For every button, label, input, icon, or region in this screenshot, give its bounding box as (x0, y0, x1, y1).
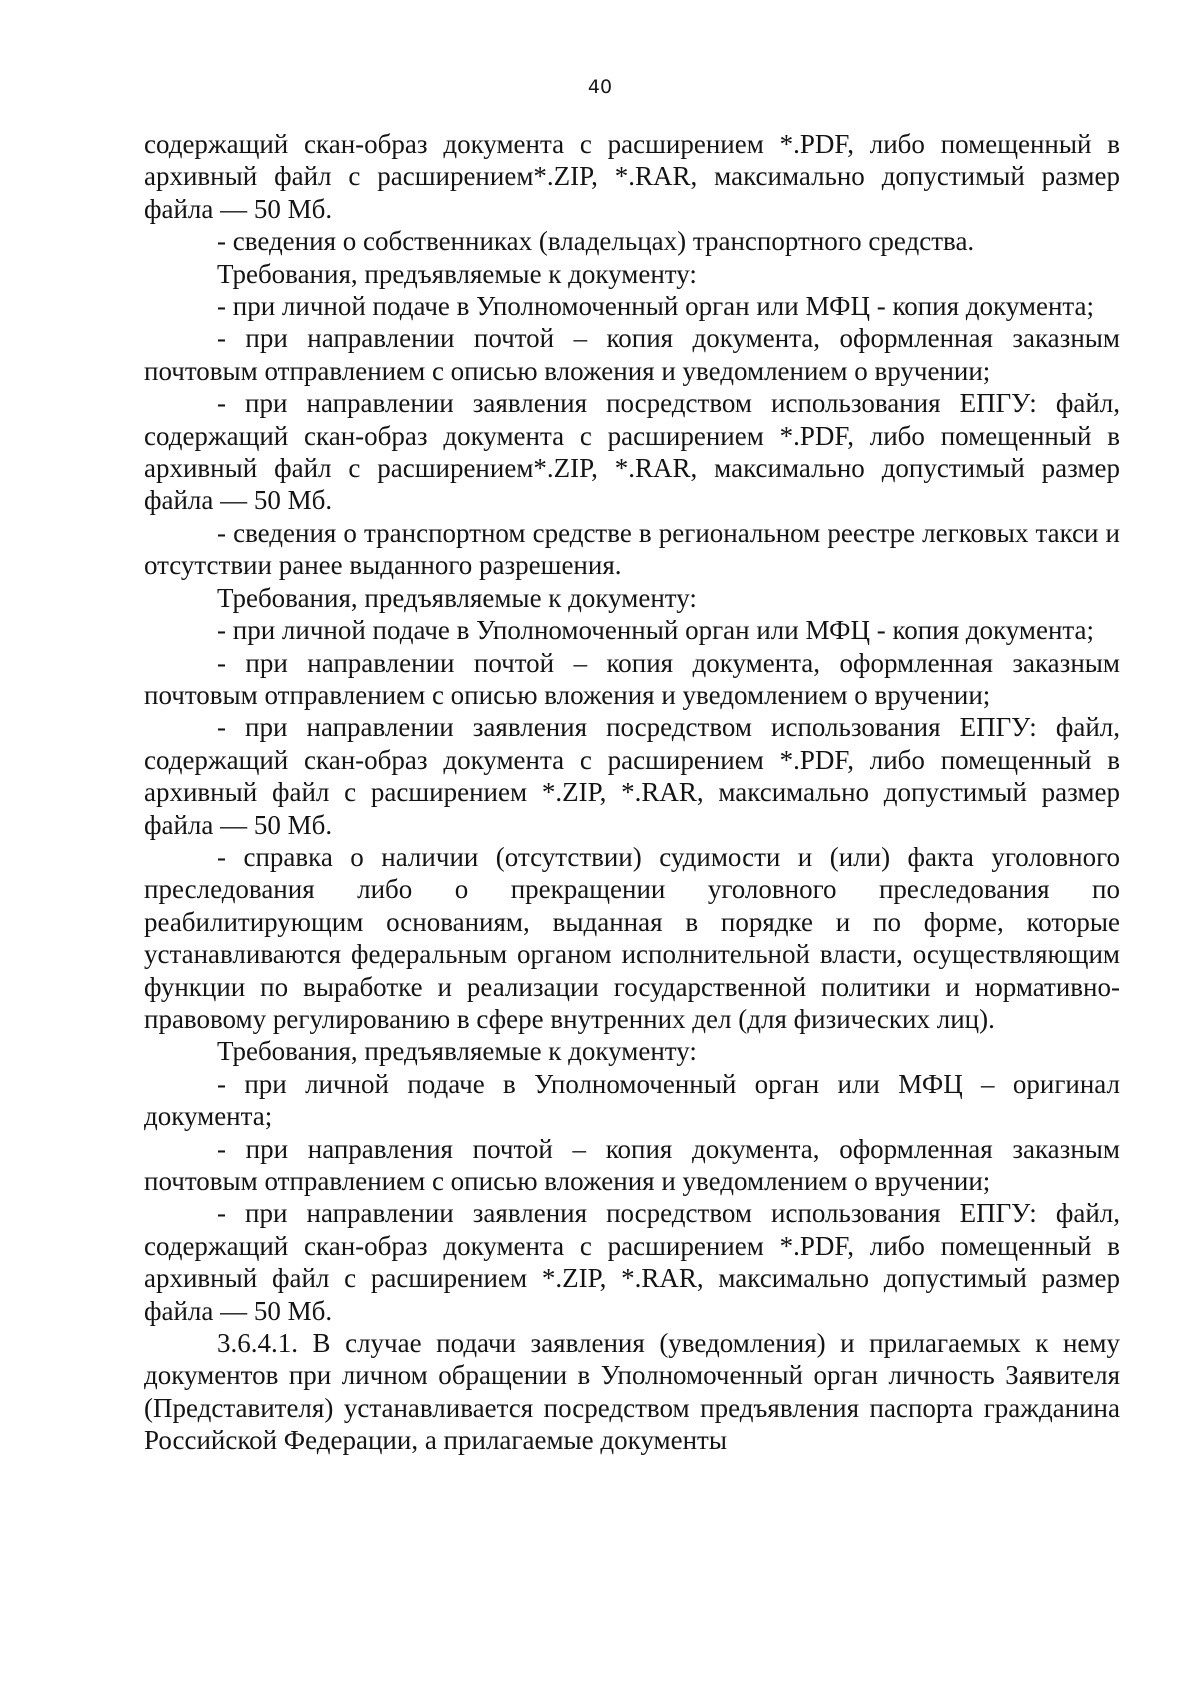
paragraph: - при направлении заявления посредством использования ЕПГУ: файл, содержащий скан-образ документа с расширением *.PDF, либо помещенный в архивный файл с расширением *.ZIP, *.RAR, максимально допустимый размер файла — 50 Мб. (144, 1198, 1120, 1326)
paragraph: - сведения о транспортном средстве в региональном реестре легковых такси и отсутствии ранее выданного разрешения. (144, 517, 1120, 581)
paragraph: - при личной подаче в Уполномоченный орган или МФЦ – оригинал документа; (144, 1068, 1120, 1132)
paragraph: - при личной подаче в Уполномоченный орган или МФЦ - копия документа; (217, 615, 1095, 646)
paragraph: - при направлении заявления посредством использования ЕПГУ: файл, содержащий скан-образ документа с расширением *.PDF, либо помещенный в архивный файл с расширением *.ZIP, *.RAR, максимально допустимый размер файла — 50 Мб. (144, 712, 1120, 840)
paragraph: - справка о наличии (отсутствии) судимости и (или) факта уголовного преследования либо о прекращении уголовного преследования по реабилитирующим основаниям, выданная в порядке и по форме, которые устанавливаются федеральным органом исполнительной власти, осуществляющим функции по выработке и реализации государственной политики и нормативно-правовому регулированию в сфере внутренних дел (для физических лиц). (144, 841, 1120, 1034)
paragraph: - при направлении почтой – копия документа, оформленная заказным почтовым отправлением с описью вложения и уведомлением о вручении; (144, 647, 1120, 710)
document-body (144, 128, 1120, 1457)
paragraph: - при направлении заявления посредством использования ЕПГУ: файл, содержащий скан-образ документа с расширением *.PDF, либо помещенный в архивный файл с расширением*.ZIP, *.RAR, максимально допустимый размер файла — 50 Мб. (144, 388, 1120, 516)
paragraph: Требования, предъявляемые к документу: (217, 258, 697, 289)
paragraph: Требования, предъявляемые к документу: (217, 582, 697, 613)
paragraph: Требования, предъявляемые к документу: (217, 1036, 697, 1067)
paragraph: содержащий скан-образ документа с расширением *.PDF, либо помещенный в архивный файл с расширением*.ZIP, *.RAR, максимально допустимый размер файла — 50 Мб. (144, 129, 1120, 224)
page-number: 40 (587, 76, 613, 98)
paragraph: - при личной подаче в Уполномоченный орган или МФЦ - копия документа; (217, 291, 1095, 322)
paragraph: 3.6.4.1. В случае подачи заявления (уведомления) и прилагаемых к нему документов при личном обращении в Уполномоченный орган личность Заявителя (Представителя) устанавливается посредством предъявления паспорта гражданина Российской Федерации, а прилагаемые документы (144, 1328, 1120, 1456)
paragraph: - при направления почтой – копия документа, оформленная заказным почтовым отправлением с описью вложения и уведомлением о вручении; (144, 1133, 1120, 1196)
paragraph: - сведения о собственниках (владельцах) транспортного средства. (217, 226, 975, 257)
paragraph: - при направлении почтой – копия документа, оформленная заказным почтовым отправлением с описью вложения и уведомлением о вручении; (144, 323, 1120, 386)
